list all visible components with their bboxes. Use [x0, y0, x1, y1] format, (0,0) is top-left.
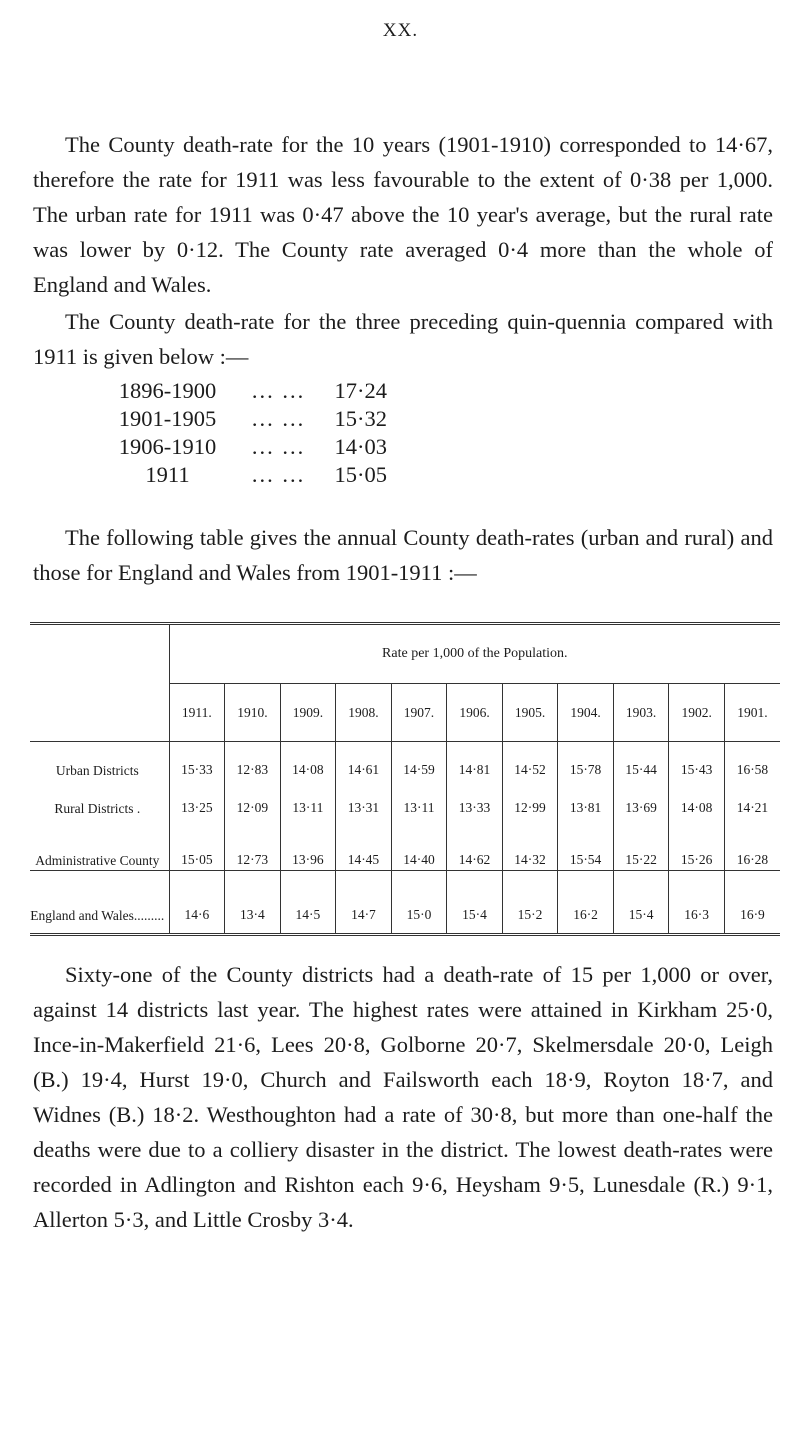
- rate-cell: 14·52: [502, 742, 558, 781]
- rate-cell: 15·44: [613, 742, 669, 781]
- year-header: 1909.: [280, 684, 336, 742]
- table-row-urban: [30, 742, 780, 781]
- page-number: XX.: [382, 20, 419, 41]
- rate-cell: 14·7: [336, 871, 392, 934]
- leader-dots: ... ...: [251, 462, 306, 487]
- rate-cell: 14·32: [502, 818, 558, 871]
- rate-cell: 14·81: [447, 742, 503, 781]
- table-year-header-row: [30, 684, 780, 742]
- year-header: 1901.: [724, 684, 780, 742]
- rate-cell: 13·11: [391, 780, 447, 818]
- rate-cell: 14·61: [336, 742, 392, 781]
- year-header: 1906.: [447, 684, 503, 742]
- paragraph-table-intro: The following table gives the annual County death-rates (urban and rural) and those for England and Wales from 1901-1911 :—: [33, 525, 773, 585]
- rate-cell: 13·33: [447, 780, 503, 818]
- rate-cell: 16·2: [558, 871, 614, 934]
- year-header: 1908.: [336, 684, 392, 742]
- rate-cell: 15·26: [669, 818, 725, 871]
- quinquennium-row: [105, 377, 387, 405]
- row-label: Urban Districts: [55, 763, 139, 778]
- table-caption: Rate per 1,000 of the Population.: [169, 625, 780, 684]
- leader-dots: ... ...: [251, 406, 306, 431]
- paragraph-ten-year-comparison: The County death-rate for the 10 years (1901-1910) corresponded to 14·67, therefore the rate for 1911 was less favourable to the extent of 0·38 per 1,000. The urban rate for 1911 was 0·47 above the 10 year's average, but the rural rate was lower by 0·12. The County rate averaged 0·4 more than the whole of England and Wales.: [33, 132, 773, 297]
- table-corner: [30, 684, 169, 742]
- rate-cell: 13·81: [558, 780, 614, 818]
- rate-cell: 16·9: [724, 871, 780, 934]
- rate-cell: 15·0: [391, 871, 447, 934]
- leader-dots: ... ...: [251, 378, 306, 403]
- rate-cell: 15·22: [613, 818, 669, 871]
- rate-cell: 14·59: [391, 742, 447, 781]
- quinquennium-row: [105, 433, 387, 461]
- table-bottom-rule: [30, 933, 780, 936]
- rate-cell: 16·28: [724, 818, 780, 871]
- rate-cell: 14·21: [724, 780, 780, 818]
- rate-cell: 15·54: [558, 818, 614, 871]
- rate-cell: 14·62: [447, 818, 503, 871]
- rate-cell: 13·69: [613, 780, 669, 818]
- rate-cell: 15·05: [169, 818, 225, 871]
- rate-cell: 15·78: [558, 742, 614, 781]
- rate-cell: 13·25: [169, 780, 225, 818]
- table-row-england-wales: [30, 871, 780, 934]
- year-header: 1907.: [391, 684, 447, 742]
- rate-cell: 16·58: [724, 742, 780, 781]
- rate-cell: 12·99: [502, 780, 558, 818]
- rate-cell: 13·4: [225, 871, 281, 934]
- rate-cell: 13·11: [280, 780, 336, 818]
- rate-cell: 12·83: [225, 742, 281, 781]
- rate-cell: 14·5: [280, 871, 336, 934]
- year-header: 1905.: [502, 684, 558, 742]
- year-header: 1903.: [613, 684, 669, 742]
- rate-cell: 12·09: [225, 780, 281, 818]
- quinquennium-row: [105, 405, 387, 433]
- row-label: Rural Districts .: [54, 801, 141, 816]
- quinquennium-rate: 17·24: [334, 378, 387, 403]
- paragraph-district-rates: Sixty-one of the County districts had a death-rate of 15 per 1,000 or over, against 14 districts last year. The highest rates were attained in Kirkham 25·0, Ince-in-Makerfield 21·6, Lees 20·8, Golborne 20·7, Skelmersdale 20·0, Leigh (B.) 19·4, Hurst 19·0, Church and Failsworth each 18·9, Royton 18·7, and Widnes (B.) 18·2. Westhoughton had a rate of 30·8, but more than one-half the deaths were due to a colliery disaster in the district. The lowest death-rates were recorded in Adlington and Rishton each 9·6, Heysham 9·5, Lunesdale (R.) 9·1, Allerton 5·3, and Little Crosby 3·4.: [33, 962, 773, 1232]
- quinquennium-rate: 15·05: [334, 462, 387, 487]
- quinquennium-rate: 14·03: [334, 434, 387, 459]
- year-header: 1910.: [225, 684, 281, 742]
- rate-cell: 14·40: [391, 818, 447, 871]
- quinquennium-row: [105, 461, 387, 489]
- year-header: 1911.: [169, 684, 225, 742]
- quinquennium-period: 1896-1900: [118, 378, 217, 403]
- paragraph-quinquennia-intro: The County death-rate for the three preceding quin-quennia compared with 1911 is given below :—: [33, 309, 773, 369]
- rate-cell: 15·4: [613, 871, 669, 934]
- quinquennium-period: 1906-1910: [118, 434, 217, 459]
- rate-cell: 14·08: [669, 780, 725, 818]
- rate-cell: 15·4: [447, 871, 503, 934]
- rate-cell: 16·3: [669, 871, 725, 934]
- rate-cell: 14·08: [280, 742, 336, 781]
- rate-cell: 14·6: [169, 871, 225, 934]
- table-row-administrative-county: [30, 818, 780, 871]
- row-label: Administrative County: [35, 853, 160, 868]
- year-header: 1904.: [558, 684, 614, 742]
- leader-dots: ... ...: [251, 434, 306, 459]
- table-caption-row: [30, 625, 780, 684]
- rate-cell: 15·33: [169, 742, 225, 781]
- year-header: 1902.: [669, 684, 725, 742]
- rate-cell: 13·96: [280, 818, 336, 871]
- death-rate-table: [30, 625, 780, 933]
- rate-cell: 12·73: [225, 818, 281, 871]
- rate-cell: 15·2: [502, 871, 558, 934]
- rate-cell: 14·45: [336, 818, 392, 871]
- quinquennium-period: 1901-1905: [118, 406, 217, 431]
- table-corner: [30, 625, 169, 684]
- death-rate-table-container: [30, 622, 780, 936]
- quinquennia-list: [105, 377, 387, 489]
- quinquennium-rate: 15·32: [334, 406, 387, 431]
- row-label: England and Wales.........: [30, 871, 169, 934]
- table-row-rural: [30, 780, 780, 818]
- rate-cell: 15·43: [669, 742, 725, 781]
- rate-cell: 13·31: [336, 780, 392, 818]
- quinquennium-period: 1911: [145, 462, 190, 487]
